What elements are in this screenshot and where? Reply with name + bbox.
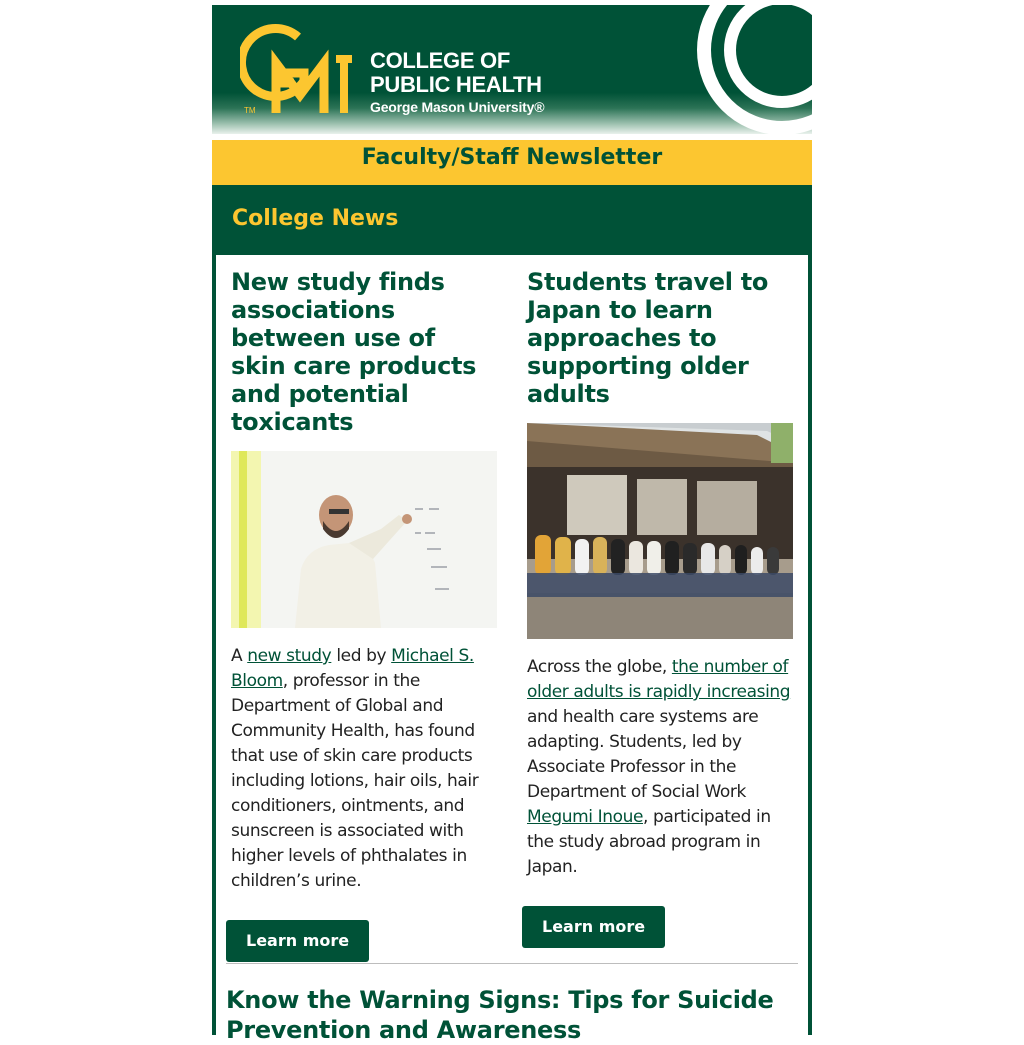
story-body — [527, 655, 793, 880]
story-text: and health care systems are adapting. Students, led by Associate Professor in the Department of Social Work — [527, 707, 759, 802]
story-card — [231, 268, 497, 962]
logo-tm: TM — [244, 106, 256, 115]
story-body — [231, 644, 497, 894]
michael-bloom-link[interactable]: Michael S. Bloom — [231, 646, 474, 691]
story-text: Across the globe, — [527, 657, 672, 677]
college-name — [370, 49, 542, 97]
newsletter-header — [212, 5, 812, 134]
learn-more-button[interactable]: Learn more — [522, 906, 665, 948]
megumi-inoue-link[interactable]: Megumi Inoue — [527, 807, 644, 827]
story-title[interactable]: Students travel to Japan to learn approaches to supporting older adults — [527, 268, 769, 408]
next-story-title[interactable]: Know the Warning Signs: Tips for Suicide Prevention and Awareness — [226, 986, 774, 1044]
story-title[interactable]: New study finds associations between use of skin care products and potential toxicants — [231, 268, 477, 436]
section-heading: College News — [212, 185, 812, 255]
college-line-1: COLLEGE OF — [370, 48, 511, 73]
newsletter — [212, 5, 812, 1044]
university-name: George Mason University® — [370, 99, 545, 115]
gmu-logo — [240, 23, 358, 118]
story-text: A — [231, 646, 248, 666]
story-photo-whiteboard[interactable] — [231, 451, 497, 628]
story-text: , participated in the study abroad program in Japan. — [527, 807, 771, 877]
story-text: led by — [331, 646, 392, 666]
section-divider — [226, 963, 798, 964]
newsletter-banner: Faculty/Staff Newsletter — [212, 140, 812, 185]
college-line-2: PUBLIC HEALTH — [370, 72, 542, 97]
content-area — [212, 255, 812, 1044]
learn-more-button[interactable]: Learn more — [226, 920, 369, 962]
decorative-rings-icon — [682, 5, 812, 134]
new-study-link[interactable]: new study — [247, 646, 332, 666]
story-text: , professor in the Department of Global and Community Health, has found that use of skin care products including lotions, hair oils, hair conditioners, ointments, and sunscreen is associated with higher levels of phthalates in children’s urine. — [231, 671, 479, 891]
story-card — [527, 268, 793, 948]
story-photo-japan[interactable] — [527, 423, 793, 639]
older-adults-link[interactable]: the number of older adults is rapidly increasing — [527, 657, 791, 702]
